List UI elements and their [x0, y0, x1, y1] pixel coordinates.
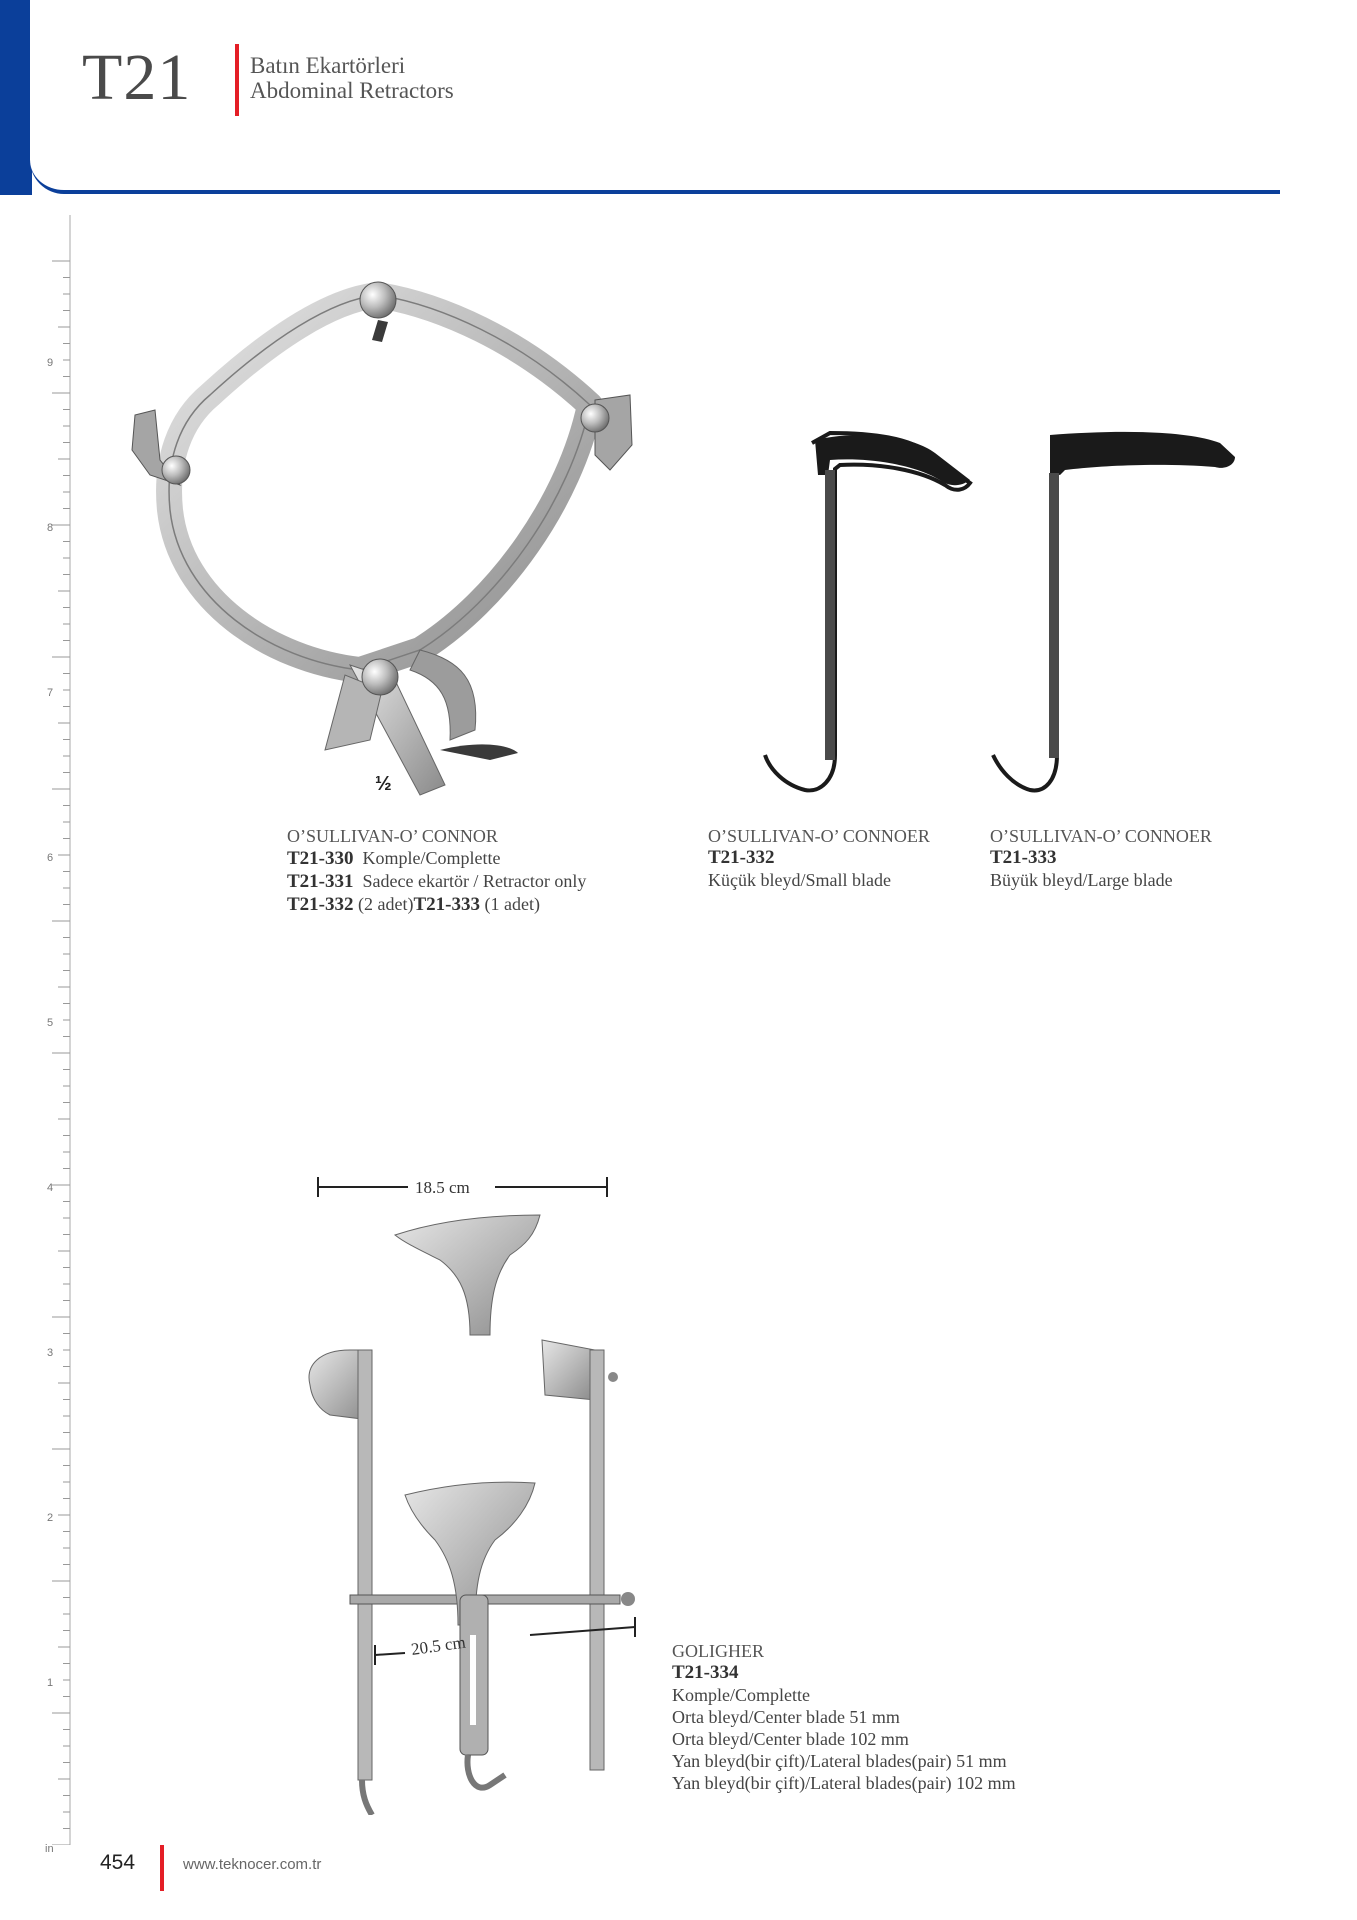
ruler-label-9: 9	[47, 357, 54, 369]
product-code: T21-333	[990, 847, 1057, 868]
website-link[interactable]: www.teknocer.com.tr	[183, 1856, 322, 1873]
ruler-label-7: 7	[47, 687, 54, 699]
goligher-caption	[672, 1640, 1016, 1794]
series-code: T21	[82, 41, 192, 114]
ruler-label-3: 3	[47, 1347, 54, 1359]
product-line	[287, 870, 586, 893]
ruler-label-5: 5	[47, 1017, 54, 1029]
ruler-label-1: 1	[47, 1677, 54, 1689]
scale-mark: ½	[375, 773, 392, 795]
product-code: T21-330	[287, 848, 354, 869]
goligher-retractor-image	[290, 1165, 670, 1815]
ruler-label-8: 8	[47, 522, 54, 534]
inch-ruler	[30, 215, 72, 1855]
product-desc: (1 adet)	[484, 894, 540, 914]
product-name: O’SULLIVAN-O’ CONNOR	[287, 826, 498, 846]
header-divider	[235, 44, 239, 116]
page-number: 454	[100, 1851, 136, 1874]
large-blade-caption	[990, 825, 1212, 891]
dimension-bottom-label: 20.5 cm	[409, 1632, 467, 1659]
product-desc: Büyük bleyd/Large blade	[990, 870, 1173, 890]
product-code: T21-332	[287, 894, 354, 915]
product-line	[287, 893, 586, 916]
product-desc: Orta bleyd/Center blade 102 mm	[672, 1729, 909, 1749]
product-code: T21-332	[708, 847, 775, 868]
title-turkish: Batın Ekartörleri	[250, 53, 406, 78]
small-blade-image	[740, 425, 980, 795]
header-title	[250, 53, 454, 103]
product-desc: Sadece ekartör / Retractor only	[362, 871, 587, 891]
product-name: O’SULLIVAN-O’ CONNOER	[990, 826, 1212, 846]
product-name: GOLIGHER	[672, 1641, 764, 1661]
ruler-ticks	[30, 215, 72, 1845]
ruler-label-4: 4	[47, 1182, 54, 1194]
product-desc: Yan bleyd(bir çift)/Lateral blades(pair) 51 mm	[672, 1751, 1007, 1771]
ruler-label-2: 2	[47, 1512, 54, 1524]
osullivan-retractor-image	[120, 270, 660, 810]
ruler-label-6: 6	[47, 852, 54, 864]
product-code: T21-334	[672, 1662, 739, 1683]
osullivan-caption	[287, 825, 586, 916]
product-desc: Yan bleyd(bir çift)/Lateral blades(pair) 102 mm	[672, 1773, 1016, 1793]
product-line	[287, 847, 586, 870]
header-accent-bar	[0, 0, 32, 195]
product-desc: Küçük bleyd/Small blade	[708, 870, 891, 890]
title-english: Abdominal Retractors	[250, 78, 454, 103]
product-name: O’SULLIVAN-O’ CONNOER	[708, 826, 930, 846]
product-desc: (2 adet)	[358, 894, 414, 914]
product-desc: Komple/Complette	[362, 848, 501, 868]
product-code: T21-331	[287, 871, 354, 892]
footer-divider	[160, 1845, 164, 1891]
header-panel	[30, 0, 1280, 194]
product-desc: Komple/Complette	[672, 1685, 810, 1705]
product-code: T21-333	[413, 894, 480, 915]
dimension-top-label: 18.5 cm	[415, 1178, 470, 1197]
ruler-label-inch: in	[45, 1843, 54, 1855]
product-desc: Orta bleyd/Center blade 51 mm	[672, 1707, 900, 1727]
large-blade-image	[985, 425, 1245, 795]
small-blade-caption	[708, 825, 930, 891]
